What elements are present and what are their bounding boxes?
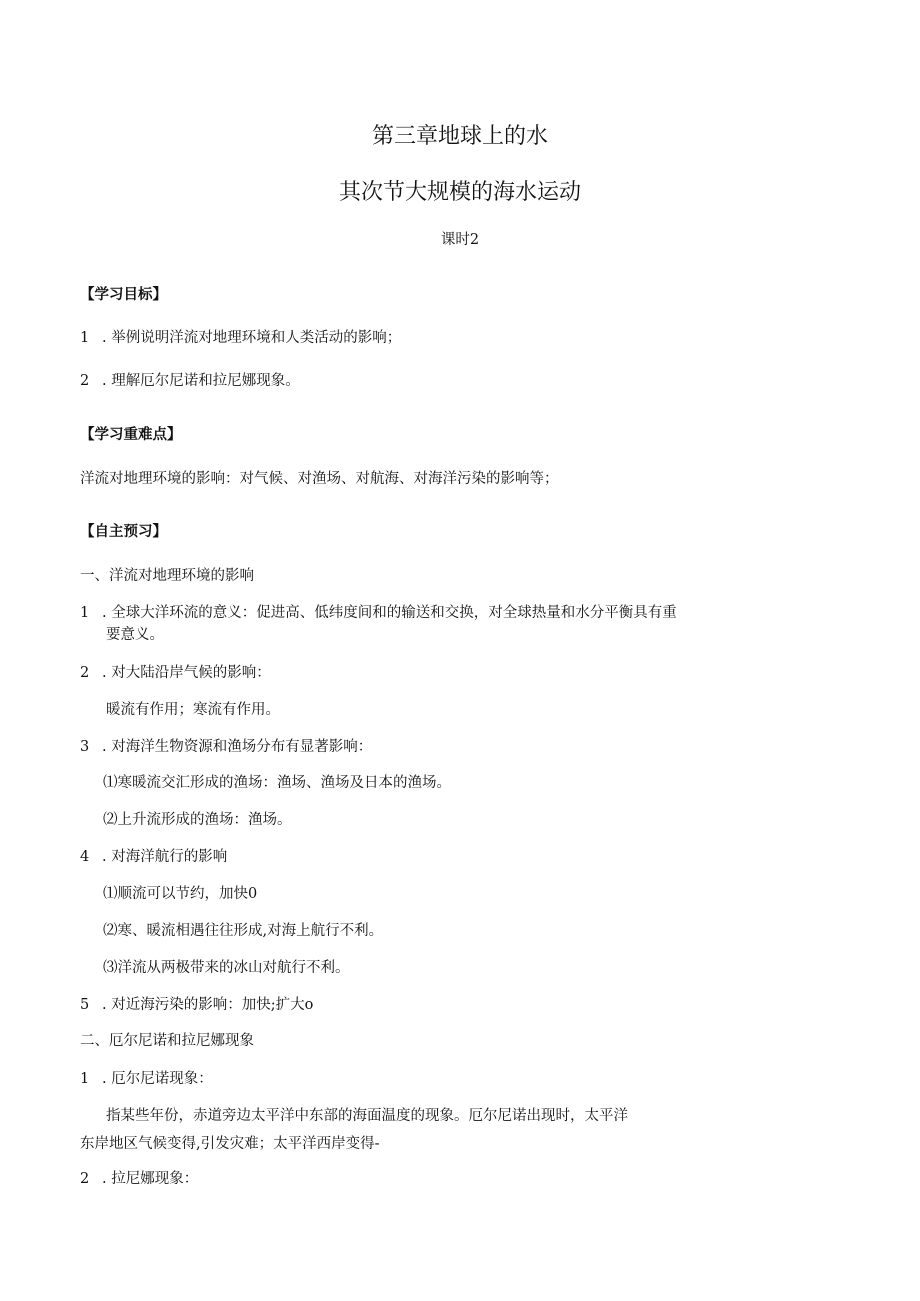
- section-title: 其次节大规模的海水运动: [338, 180, 581, 205]
- item-number: 1: [80, 1071, 90, 1087]
- objectives-heading: 【学习目标】: [80, 287, 167, 303]
- item-text: . 对近海污染的影响：加快;扩大o: [102, 997, 314, 1013]
- preview-item-1: [80, 603, 677, 623]
- item-text: . 对海洋航行的影响: [102, 849, 228, 865]
- preview-item-3-sub-1: ⑴寒暖流交汇形成的渔场：渔场、渔场及日本的渔场。: [103, 775, 451, 791]
- part2-title: 二、厄尔尼诺和拉尼娜现象: [80, 1033, 254, 1049]
- item-number: 1: [80, 605, 90, 621]
- preview-item-3-sub-2: ⑵上升流形成的渔场：渔场。: [103, 812, 292, 828]
- preview-item-4-sub-3: ⑶洋流从两极带来的冰山对航行不利。: [103, 960, 350, 976]
- preview-item-4-sub-1: ⑴顺流可以节约，加快0: [103, 886, 258, 902]
- objective-number: 1: [80, 330, 90, 346]
- item-number: 3: [80, 739, 90, 755]
- chapter-title: 第三章地球上的水: [371, 124, 548, 149]
- preview-item-2: [80, 663, 271, 683]
- preview-item-4-sub-2: ⑵寒、暖流相遇往往形成,对海上航行不利。: [103, 923, 384, 939]
- item-text: . 对海洋生物资源和渔场分布有显著影响：: [102, 739, 373, 755]
- item-number: 5: [80, 997, 90, 1013]
- objective-text: . 理解厄尔尼诺和拉尼娜现象。: [102, 373, 300, 389]
- part2-item-1: [80, 1069, 213, 1089]
- objective-item-2: [80, 371, 300, 391]
- key-points-heading: 【学习重难点】: [80, 427, 182, 443]
- preview-item-4: [80, 847, 227, 867]
- part2-item-1-paragraph-line-2: 东岸地区气候变得,引发灾难；太平洋西岸变得-: [80, 1136, 380, 1152]
- part1-title: 一、洋流对地理环境的影响: [80, 568, 254, 584]
- part2-item-2: [80, 1169, 198, 1189]
- preview-item-2-sub: 暖流有作用；寒流有作用。: [106, 702, 280, 718]
- item-text: . 厄尔尼诺现象：: [102, 1071, 213, 1087]
- objective-text: . 举例说明洋流对地理环境和人类活动的影响；: [102, 330, 402, 346]
- item-number: 2: [80, 665, 90, 681]
- item-text: . 全球大洋环流的意义：促进高、低纬度间和的输送和交换，对全球热量和水分平衡具有重: [102, 605, 677, 621]
- preview-item-3: [80, 737, 372, 757]
- objective-number: 2: [80, 373, 90, 389]
- preview-item-1-continuation: 要意义。: [106, 627, 164, 643]
- item-number: 4: [80, 849, 90, 865]
- part2-item-1-paragraph-line-1: 指某些年份，赤道旁边太平洋中东部的海面温度的现象。厄尔尼诺出现时，太平洋: [106, 1108, 628, 1124]
- preview-heading: 【自主预习】: [80, 524, 167, 540]
- item-text: . 对大陆沿岸气候的影响：: [102, 665, 271, 681]
- objective-item-1: [80, 328, 401, 348]
- item-text: . 拉尼娜现象：: [102, 1171, 199, 1187]
- key-points-text: 洋流对地理环境的影响：对气候、对渔场、对航海、对海洋污染的影响等；: [80, 471, 559, 487]
- lesson-label: 课时2: [440, 232, 480, 248]
- item-number: 2: [80, 1171, 90, 1187]
- preview-item-5: [80, 995, 313, 1015]
